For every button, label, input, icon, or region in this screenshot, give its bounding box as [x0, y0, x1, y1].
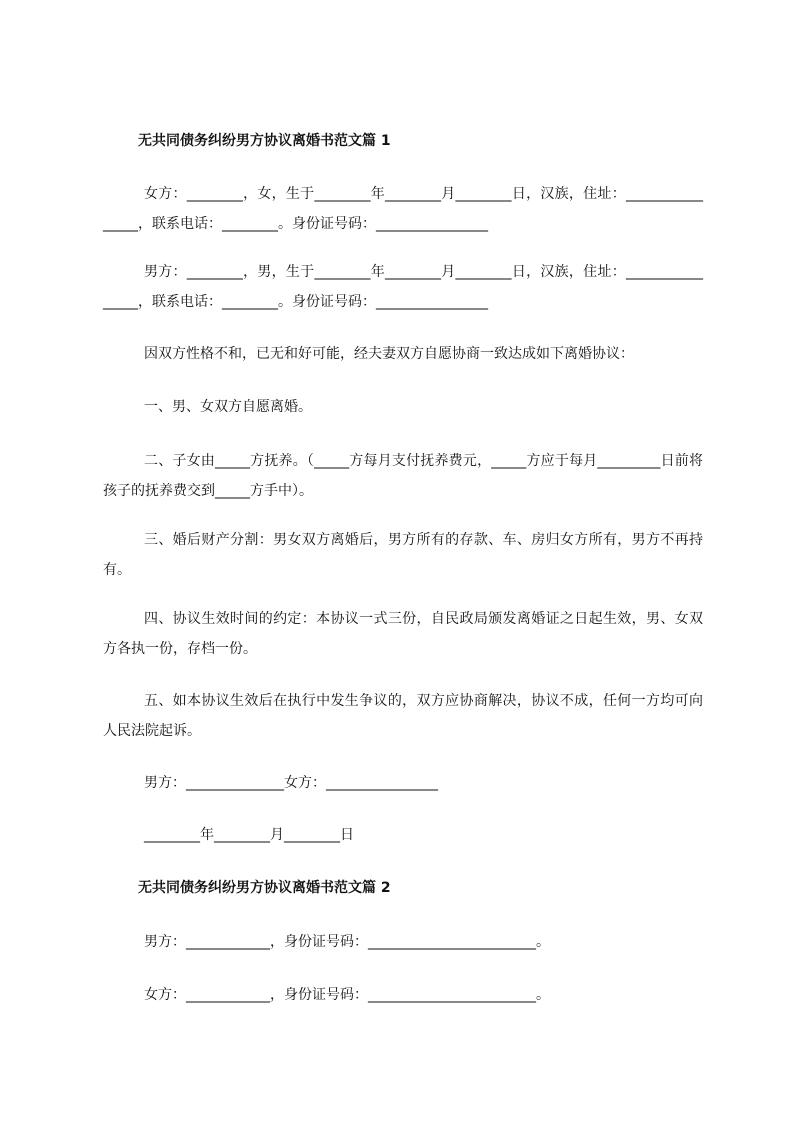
clause-5-paragraph: 五、如本协议生效后在执行中发生争议的，双方应协商解决，协议不成，任何一方均可向人民法院起诉。 [103, 693, 703, 739]
clause-2-paragraph: 二、子女由_____方抚养。（_____方每月支付抚养费元，_____方应于每月_________日前将孩子的抚养费交到_____方手中）。 [103, 453, 703, 499]
male-info-paragraph: 男方：________，男，生于________年________月________日，汉族，住址：________________，联系电话：________。身份证号码：________________ [103, 264, 703, 310]
clause-3-paragraph: 三、婚后财产分割：男女双方离婚后，男方所有的存款、车、房归女方所有，男方不再持有。 [103, 532, 703, 578]
clause-4-paragraph: 四、协议生效时间的约定：本协议一式三份，自民政局颁发离婚证之日起生效，男、女双方各执一份，存档一份。 [103, 611, 703, 657]
section-2-male-line: 男方：____________，身份证号码：________________________。 [144, 934, 550, 950]
section-2-female-line: 女方：____________，身份证号码：________________________。 [144, 987, 550, 1003]
signature-line: 男方：______________女方：________________ [144, 775, 438, 791]
section-1-title: 无共同债务纠纷男方协议离婚书范文篇 1 [138, 133, 391, 149]
date-line: ________年________月________日 [144, 827, 354, 843]
female-info-paragraph: 女方：________，女，生于________年________月________日，汉族，住址：________________，联系电话：________。身份证号码：________________ [103, 186, 703, 232]
section-2-title: 无共同债务纠纷男方协议离婚书范文篇 2 [138, 880, 391, 896]
preamble-paragraph: 因双方性格不和，已无和好可能，经夫妻双方自愿协商一致达成如下离婚协议： [144, 346, 634, 362]
clause-1-paragraph: 一、男、女双方自愿离婚。 [144, 399, 312, 415]
